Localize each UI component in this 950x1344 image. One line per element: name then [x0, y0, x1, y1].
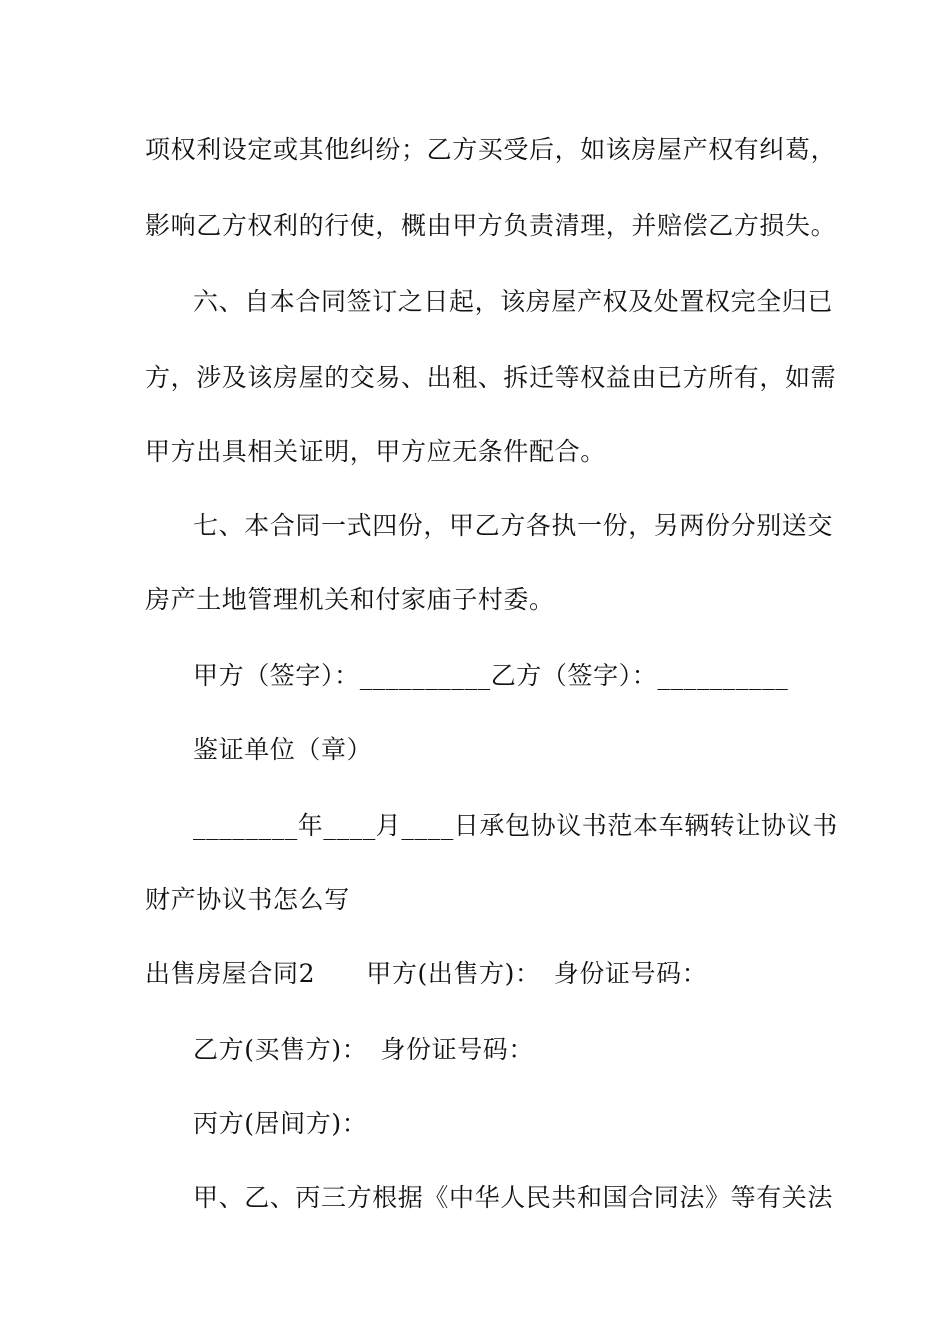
party-b-line: 乙方(买售方)： 身份证号码：	[193, 1035, 535, 1064]
text-line: 财产协议书怎么写	[145, 885, 350, 914]
text-line: 房产土地管理机关和付家庙子村委。	[145, 585, 555, 614]
date-line: ________年____月____日承包协议书范本车辆转让协议书	[193, 811, 838, 840]
text-line: 甲、乙、丙三方根据《中华人民共和国合同法》等有关法	[193, 1183, 834, 1212]
text-line: 方，涉及该房屋的交易、出租、拆迁等权益由已方所有，如需	[145, 363, 837, 392]
paragraph-six-start: 六、自本合同签订之日起，该房屋产权及处置权完全归已	[193, 287, 834, 316]
text-line: 项权利设定或其他纠纷；乙方买受后，如该房屋产权有纠葛，	[145, 135, 837, 164]
contract-heading: 出售房屋合同2 甲方(出售方)： 身份证号码：	[145, 959, 708, 988]
certification-unit: 鉴证单位（章）	[193, 735, 373, 764]
paragraph-seven-start: 七、本合同一式四份，甲乙方各执一份，另两份分别送交	[193, 511, 834, 540]
text-line: 甲方出具相关证明，甲方应无条件配合。	[145, 437, 606, 466]
text-line: 影响乙方权利的行使，概由甲方负责清理，并赔偿乙方损失。	[145, 211, 837, 240]
signature-line: 甲方（签字）：__________乙方（签字）：__________	[193, 661, 789, 690]
party-c-line: 丙方(居间方)：	[193, 1109, 368, 1138]
